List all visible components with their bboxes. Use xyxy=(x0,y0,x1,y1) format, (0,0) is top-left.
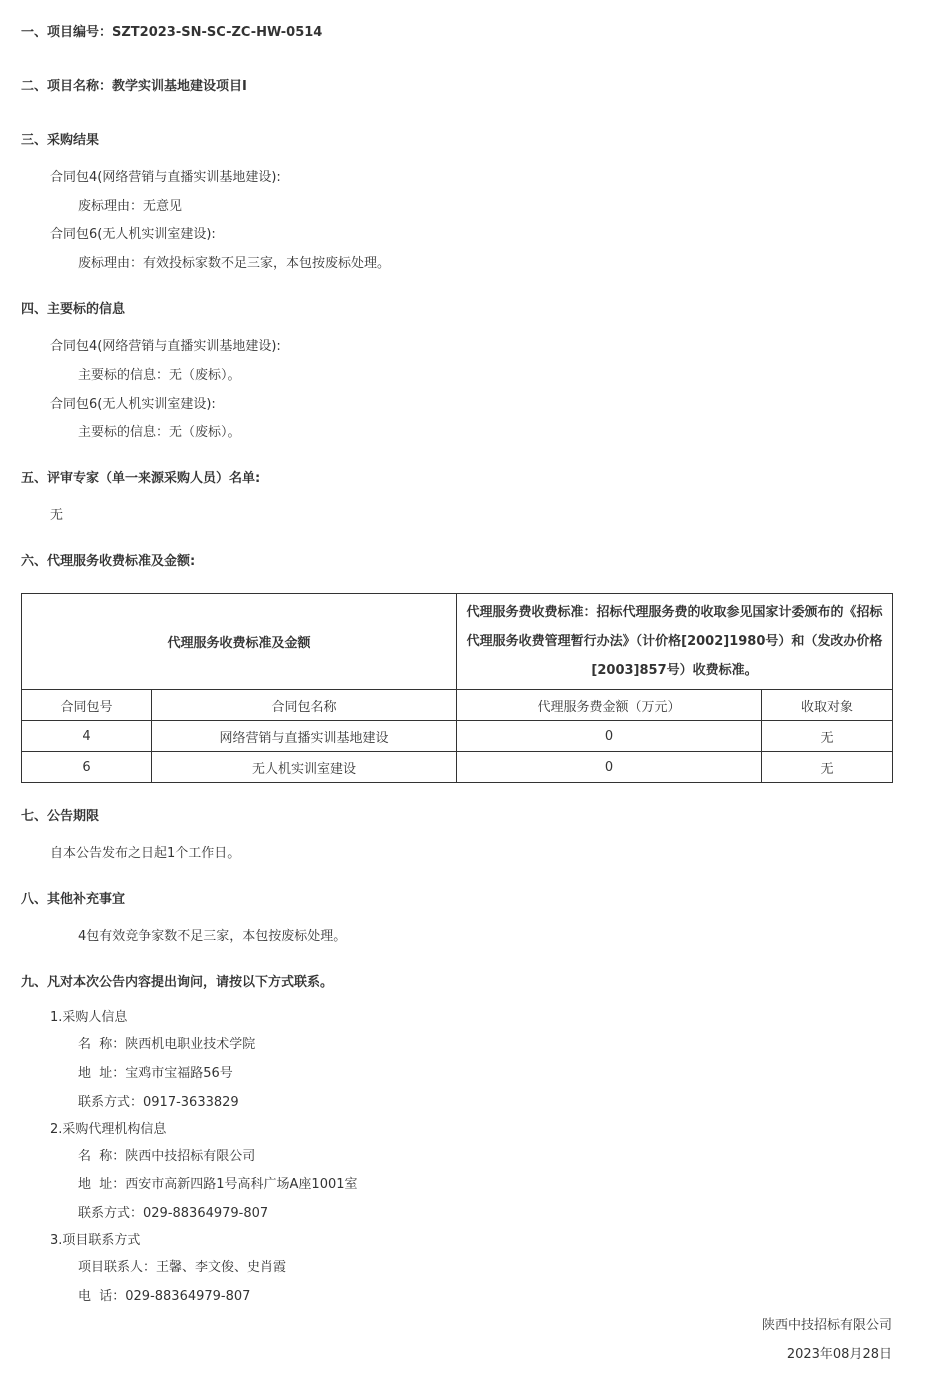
section-experts-title: 五、评审专家（单一来源采购人员）名单: xyxy=(21,471,261,486)
purchaser-heading: 1.采购人信息 xyxy=(50,1010,128,1025)
section-fee-title: 六、代理服务收费标准及金额: xyxy=(21,554,196,569)
column-header-package-no: 合同包号 xyxy=(22,690,152,721)
subject-package-6: 合同包6(无人机实训室建设): xyxy=(50,397,216,412)
agency-name: 名 称：陕西中技招标有限公司 xyxy=(78,1149,256,1164)
section-notice-period-title: 七、公告期限 xyxy=(21,809,100,824)
result-package-6: 合同包6(无人机实训室建设): xyxy=(50,227,216,242)
project-number: 一、项目编号：SZT2023-SN-SC-ZC-HW-0514 xyxy=(21,25,323,40)
subject-package-4: 合同包4(网络营销与直播实训基地建设): xyxy=(50,339,281,354)
cell-payer: 无 xyxy=(762,752,893,783)
section-contact-title: 九、凡对本次公告内容提出询问，请按以下方式联系。 xyxy=(21,975,334,990)
result-package-6-detail: 废标理由：有效投标家数不足三家，本包按废标处理。 xyxy=(78,256,391,271)
cell-fee-amount: 0 xyxy=(457,721,762,752)
purchaser-name: 名 称：陕西机电职业技术学院 xyxy=(78,1037,256,1052)
cell-package-name: 网络营销与直播实训基地建设 xyxy=(152,721,457,752)
project-contact-heading: 3.项目联系方式 xyxy=(50,1233,141,1248)
fee-table-head-standard: 代理服务费收费标准：招标代理服务费的收取参见国家计委颁布的《招标代理服务收费管理暂行办法》（计价格[2002]1980号）和（发改办价格[2003]857号）收费标准。 xyxy=(457,594,893,690)
agency-address: 地 址：西安市高新四路1号高科广场A座1001室 xyxy=(78,1177,358,1192)
project-contact-persons: 项目联系人：王馨、李文俊、史肖霞 xyxy=(78,1260,287,1275)
other-matters-content: 4包有效竞争家数不足三家，本包按废标处理。 xyxy=(78,929,347,944)
agency-heading: 2.采购代理机构信息 xyxy=(50,1122,167,1137)
table-row xyxy=(22,721,893,752)
cell-package-no: 6 xyxy=(22,752,152,783)
experts-content: 无 xyxy=(50,508,64,523)
cell-package-no: 4 xyxy=(22,721,152,752)
purchaser-address: 地 址：宝鸡市宝福路56号 xyxy=(78,1066,233,1081)
cell-payer: 无 xyxy=(762,721,893,752)
fee-table-head-left: 代理服务收费标准及金额 xyxy=(22,594,457,690)
column-header-fee-amount: 代理服务费金额（万元） xyxy=(457,690,762,721)
purchaser-contact: 联系方式：0917-3633829 xyxy=(78,1095,239,1110)
result-package-4-detail: 废标理由：无意见 xyxy=(78,199,183,214)
cell-fee-amount: 0 xyxy=(457,752,762,783)
column-header-package-name: 合同包名称 xyxy=(152,690,457,721)
footer-date: 2023年08月28日 xyxy=(786,1347,892,1362)
section-other-matters-title: 八、其他补充事宜 xyxy=(21,892,126,907)
agency-contact: 联系方式：029-88364979-807 xyxy=(78,1206,269,1221)
footer-company: 陕西中技招标有限公司 xyxy=(761,1318,892,1333)
project-contact-phone: 电 话：029-88364979-807 xyxy=(78,1289,251,1304)
section-procurement-result-title: 三、采购结果 xyxy=(21,133,100,148)
section-main-subject-title: 四、主要标的信息 xyxy=(21,302,126,317)
table-row xyxy=(22,752,893,783)
subject-package-4-detail: 主要标的信息：无（废标）。 xyxy=(78,368,241,383)
project-name: 二、项目名称：教学实训基地建设项目Ⅰ xyxy=(21,79,247,94)
result-package-4: 合同包4(网络营销与直播实训基地建设): xyxy=(50,170,281,185)
cell-package-name: 无人机实训室建设 xyxy=(152,752,457,783)
fee-table xyxy=(21,593,893,783)
notice-period-content: 自本公告发布之日起1个工作日。 xyxy=(50,846,241,861)
column-header-payer: 收取对象 xyxy=(762,690,893,721)
subject-package-6-detail: 主要标的信息：无（废标）。 xyxy=(78,425,241,440)
